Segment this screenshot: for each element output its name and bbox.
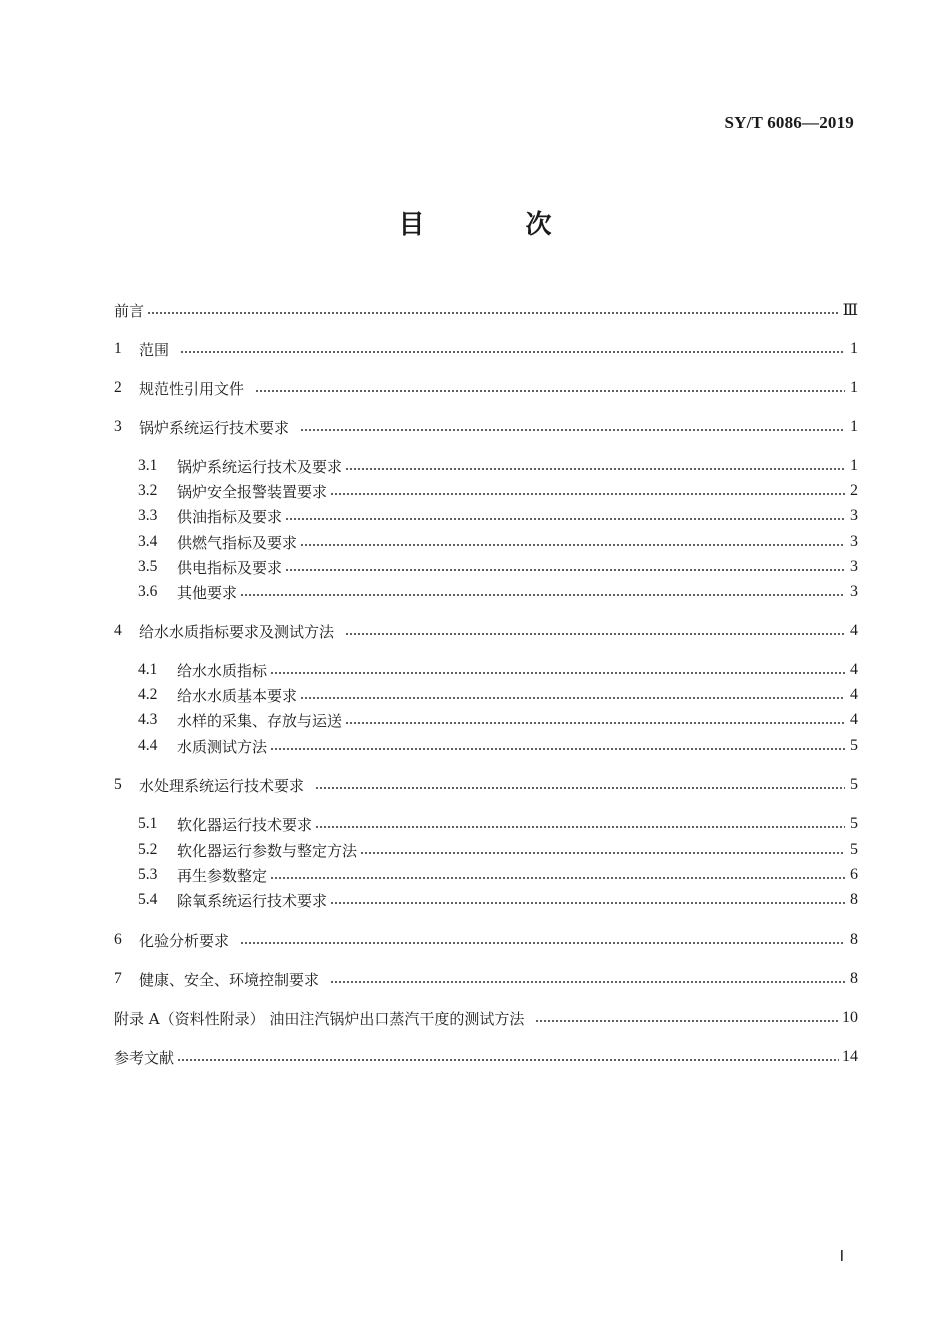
toc-section-4-4[interactable] (138, 735, 858, 757)
leader-dots (240, 942, 845, 944)
toc-page: 5 (850, 841, 858, 858)
toc-page: 1 (850, 379, 858, 396)
toc-label: 水质测试方法 (177, 737, 268, 756)
leader-dots (330, 493, 845, 495)
toc-number: 6 (114, 931, 122, 948)
toc-page: 4 (850, 622, 858, 639)
toc-appendix-a[interactable] (114, 1007, 858, 1029)
toc-label: 健康、安全、环境控制要求 (139, 970, 320, 989)
leader-dots (345, 722, 845, 724)
toc-page: 4 (850, 686, 858, 703)
page-title: 目 次 (398, 210, 598, 240)
leader-dots (270, 672, 845, 674)
toc-page: 8 (850, 931, 858, 948)
toc-chapter-7[interactable] (114, 968, 858, 990)
leader-dots (240, 594, 845, 596)
toc-page: 3 (850, 583, 858, 600)
toc-chapter-3[interactable] (114, 416, 858, 438)
toc-number: 4 (114, 622, 122, 639)
toc-chapter-1[interactable] (114, 338, 858, 360)
leader-dots (315, 826, 845, 828)
toc-label: 其他要求 (177, 583, 238, 602)
leader-dots (255, 390, 845, 392)
leader-dots (300, 429, 845, 431)
toc-section-5-4[interactable] (138, 889, 858, 911)
toc-number: 7 (114, 970, 122, 987)
toc-page: 10 (842, 1009, 858, 1026)
toc-number: 3.1 (138, 457, 158, 474)
toc-label: 再生参数整定 (177, 866, 268, 885)
toc-page: 8 (850, 891, 858, 908)
toc-section-3-6[interactable] (138, 581, 858, 603)
toc-number: 5.2 (138, 841, 158, 858)
toc-number: 3.6 (138, 583, 158, 600)
leader-dots (345, 468, 845, 470)
toc-number: 3.2 (138, 482, 158, 499)
toc-label: 范围 (139, 340, 170, 359)
toc-section-4-2[interactable] (138, 684, 858, 706)
toc-label: 水处理系统运行技术要求 (139, 776, 305, 795)
toc-chapter-2[interactable] (114, 377, 858, 399)
toc-number: 2 (114, 379, 122, 396)
toc-label: 锅炉安全报警装置要求 (177, 482, 328, 501)
toc-section-4-1[interactable] (138, 659, 858, 681)
toc-page: 1 (850, 457, 858, 474)
toc-page: 6 (850, 866, 858, 883)
toc-page: 3 (850, 533, 858, 550)
toc-number: 4.4 (138, 737, 158, 754)
leader-dots (300, 544, 845, 546)
toc-page: Ⅲ (842, 302, 858, 319)
toc-section-3-2[interactable] (138, 480, 858, 502)
toc-chapter-6[interactable] (114, 929, 858, 951)
standard-code: SY/T 6086—2019 (724, 113, 854, 132)
toc-page: 5 (850, 776, 858, 793)
toc-label: 软化器运行技术要求 (177, 815, 313, 834)
leader-dots (330, 981, 845, 983)
toc-label: 锅炉系统运行技术及要求 (177, 457, 343, 476)
toc-label: 前言 (114, 301, 145, 320)
toc-number: 3.5 (138, 558, 158, 575)
toc-page: 3 (850, 558, 858, 575)
leader-dots (177, 1059, 839, 1061)
leader-dots (330, 902, 845, 904)
toc-chapter-5[interactable] (114, 774, 858, 796)
toc-page: 4 (850, 711, 858, 728)
toc-page: 1 (850, 340, 858, 357)
toc-label: 给水水质基本要求 (177, 686, 298, 705)
toc-references[interactable] (114, 1046, 858, 1068)
toc-section-3-4[interactable] (138, 531, 858, 553)
leader-dots (270, 748, 845, 750)
leader-dots (315, 787, 845, 789)
toc-number: 5.3 (138, 866, 158, 883)
toc-number: 1 (114, 340, 122, 357)
toc-label: 供油指标及要求 (177, 507, 283, 526)
toc-number: 5.1 (138, 815, 158, 832)
toc-chapter-4[interactable] (114, 620, 858, 642)
toc-section-3-3[interactable] (138, 505, 858, 527)
toc-label: 化验分析要求 (139, 931, 230, 950)
toc-page: 4 (850, 661, 858, 678)
toc-page: 5 (850, 737, 858, 754)
toc-section-5-2[interactable] (138, 839, 858, 861)
toc-section-3-1[interactable] (138, 455, 858, 477)
toc-section-3-5[interactable] (138, 556, 858, 578)
leader-dots (345, 633, 845, 635)
toc-foreword[interactable] (114, 299, 858, 321)
toc-number: 5 (114, 776, 122, 793)
toc-page: 14 (842, 1048, 858, 1065)
toc-label: 供电指标及要求 (177, 558, 283, 577)
toc-label: 软化器运行参数与整定方法 (177, 841, 358, 860)
toc-label: 锅炉系统运行技术要求 (139, 418, 290, 437)
toc-section-5-3[interactable] (138, 864, 858, 886)
leader-dots (285, 569, 845, 571)
toc-number: 4.2 (138, 686, 158, 703)
toc-number: 3.4 (138, 533, 158, 550)
toc-label: 供燃气指标及要求 (177, 533, 298, 552)
toc-number: 4.3 (138, 711, 158, 728)
leader-dots (360, 852, 845, 854)
leader-dots (270, 877, 845, 879)
toc-section-4-3[interactable] (138, 709, 858, 731)
toc-label: 给水水质指标 (177, 661, 268, 680)
toc-number: 5.4 (138, 891, 158, 908)
toc-label: 参考文献 (114, 1048, 175, 1067)
toc-page: 2 (850, 482, 858, 499)
toc-page: 3 (850, 507, 858, 524)
leader-dots (147, 312, 840, 314)
toc-label: 水样的采集、存放与运送 (177, 711, 343, 730)
toc-label: 除氧系统运行技术要求 (177, 891, 328, 910)
toc-number: 3.3 (138, 507, 158, 524)
leader-dots (285, 518, 845, 520)
toc-label: 给水水质指标要求及测试方法 (139, 622, 335, 641)
page-number: Ⅰ (839, 1249, 844, 1265)
toc-page: 1 (850, 418, 858, 435)
leader-dots (180, 351, 845, 353)
toc-number: 3 (114, 418, 122, 435)
toc-page: 8 (850, 970, 858, 987)
leader-dots (300, 697, 845, 699)
leader-dots (535, 1020, 839, 1022)
toc-label: 规范性引用文件 (139, 379, 245, 398)
toc-page: 5 (850, 815, 858, 832)
toc-section-5-1[interactable] (138, 813, 858, 835)
toc-number: 4.1 (138, 661, 158, 678)
toc-label: 附录 A（资料性附录） 油田注汽锅炉出口蒸汽干度的测试方法 (114, 1009, 525, 1028)
